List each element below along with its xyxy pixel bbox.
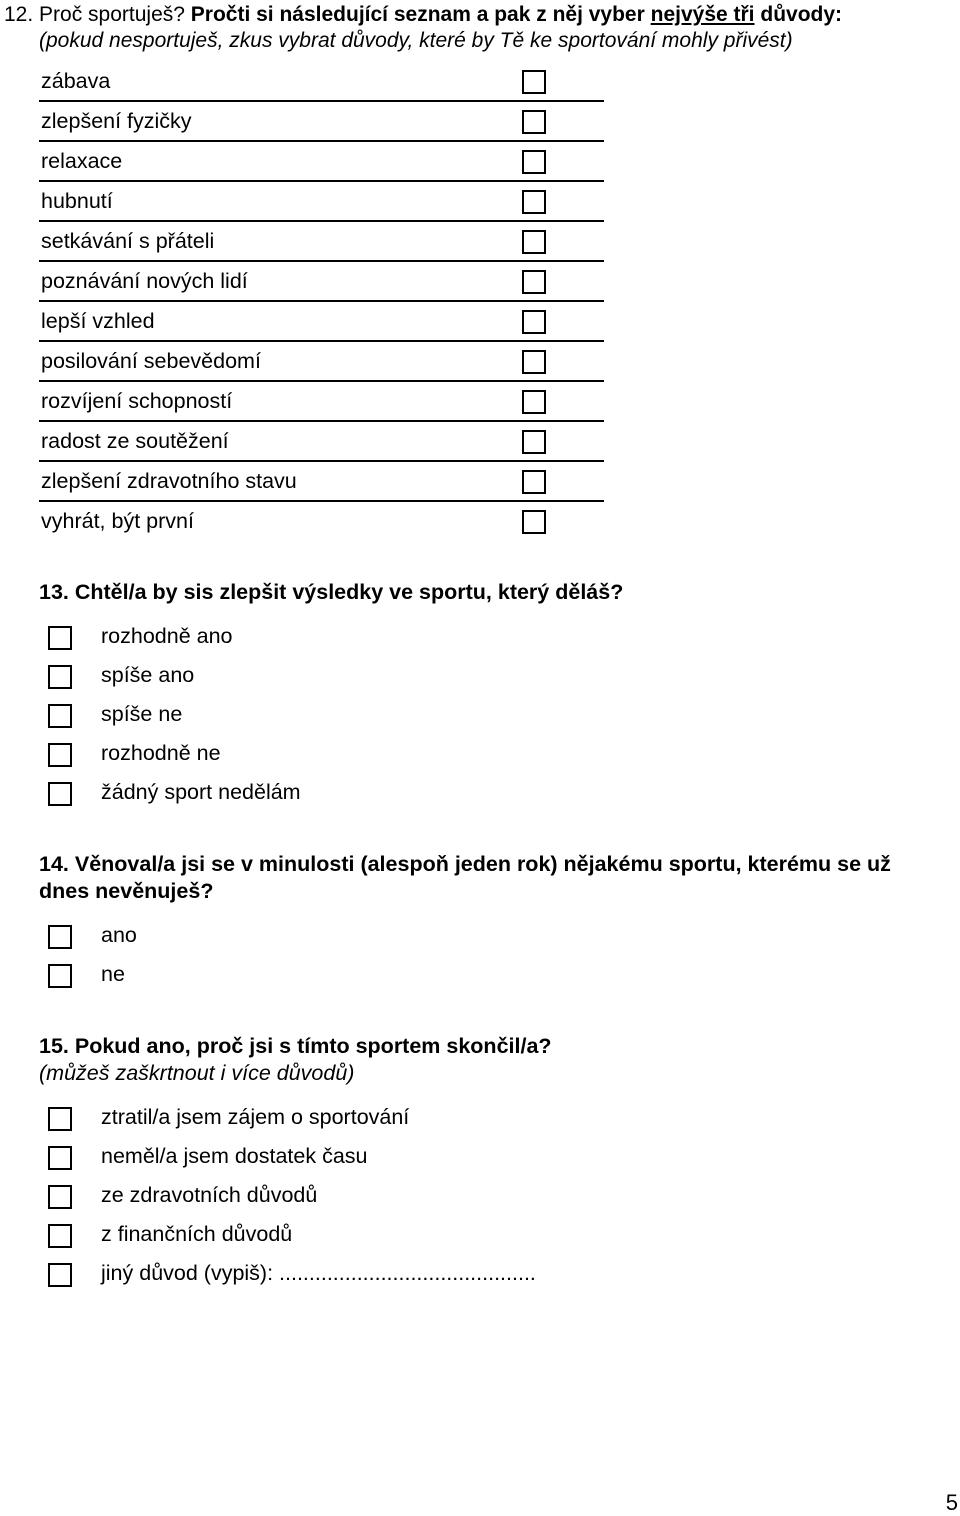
q13-checkbox[interactable] bbox=[48, 743, 72, 767]
q12-option-label: poznávání nových lidí bbox=[41, 269, 248, 293]
q12-option-row bbox=[39, 262, 604, 302]
q15-option-label: jiný důvod (vypiš): ........................................... bbox=[101, 1261, 536, 1285]
question-12-title bbox=[4, 2, 842, 27]
q12-checkbox[interactable] bbox=[522, 470, 546, 494]
question-12-instruction-a: Pročti si následující seznam a pak z něj vyber bbox=[190, 3, 651, 26]
page-number: 5 bbox=[945, 1490, 958, 1515]
q13-option-label: žádný sport nedělám bbox=[101, 780, 301, 804]
q12-checkbox[interactable] bbox=[522, 310, 546, 334]
q12-option-label: rozvíjení schopností bbox=[41, 389, 233, 413]
q12-option-row bbox=[39, 222, 604, 262]
q14-checkbox[interactable] bbox=[48, 964, 72, 988]
question-14-title: 14. Věnoval/a jsi se v minulosti (alespoň jeden rok) nějakému sportu, kterému se už dnes nevěnuješ? bbox=[39, 852, 891, 903]
q13-checkbox[interactable] bbox=[48, 626, 72, 650]
q12-checkbox[interactable] bbox=[522, 510, 546, 534]
q14-checkbox[interactable] bbox=[48, 925, 72, 949]
q12-checkbox[interactable] bbox=[522, 350, 546, 374]
question-15-note: (můžeš zaškrtnout i více důvodů) bbox=[39, 1061, 355, 1085]
question-13-title: 13. Chtěl/a by sis zlepšit výsledky ve sportu, který děláš? bbox=[39, 580, 624, 604]
q13-option-label: rozhodně ano bbox=[101, 624, 233, 648]
q12-checkbox[interactable] bbox=[522, 230, 546, 254]
q12-option-label: zlepšení zdravotního stavu bbox=[41, 469, 297, 493]
q13-checkbox[interactable] bbox=[48, 782, 72, 806]
q12-option-label: radost ze soutěžení bbox=[41, 429, 229, 453]
q12-option-row bbox=[39, 502, 604, 542]
q15-option-label: ze zdravotních důvodů bbox=[101, 1183, 318, 1207]
q15-option-label: ztratil/a jsem zájem o sportování bbox=[101, 1105, 410, 1129]
q12-checkbox[interactable] bbox=[522, 110, 546, 134]
q12-option-row bbox=[39, 382, 604, 422]
q12-option-label: vyhrát, být první bbox=[41, 509, 194, 533]
q15-option-label: neměl/a jsem dostatek času bbox=[101, 1144, 368, 1168]
q15-checkbox[interactable] bbox=[48, 1224, 72, 1248]
question-12-instruction bbox=[191, 3, 842, 26]
q13-option-label: spíše ano bbox=[101, 663, 195, 687]
q15-checkbox[interactable] bbox=[48, 1107, 72, 1131]
question-12-limit: nejvýše tři bbox=[650, 3, 755, 26]
q12-checkbox[interactable] bbox=[522, 70, 546, 94]
q12-option-row bbox=[39, 182, 604, 222]
q12-option-label: lepší vzhled bbox=[41, 309, 155, 333]
q13-checkbox[interactable] bbox=[48, 665, 72, 689]
q15-checkbox[interactable] bbox=[48, 1146, 72, 1170]
q15-option-label: z finančních důvodů bbox=[101, 1222, 293, 1246]
q12-option-row bbox=[39, 142, 604, 182]
question-12-subtitle: (pokud nesportuješ, zkus vybrat důvody, které by Tě ke sportování mohly přivést) bbox=[39, 29, 793, 52]
q12-option-label: hubnutí bbox=[41, 189, 113, 213]
q12-option-label: zlepšení fyzičky bbox=[41, 109, 192, 133]
q12-checkbox[interactable] bbox=[522, 390, 546, 414]
q14-option-label: ano bbox=[101, 923, 137, 947]
q12-option-row bbox=[39, 62, 604, 102]
q12-checkbox[interactable] bbox=[522, 430, 546, 454]
q12-option-row bbox=[39, 462, 604, 502]
question-12-options bbox=[39, 62, 604, 542]
q12-checkbox[interactable] bbox=[522, 190, 546, 214]
q12-checkbox[interactable] bbox=[522, 150, 546, 174]
q12-option-label: zábava bbox=[41, 69, 111, 93]
question-12-instruction-b: důvody: bbox=[754, 3, 843, 26]
q14-option-label: ne bbox=[101, 962, 125, 986]
q12-option-row bbox=[39, 302, 604, 342]
q13-option-label: rozhodně ne bbox=[101, 741, 221, 765]
q15-checkbox[interactable] bbox=[48, 1263, 72, 1287]
q13-checkbox[interactable] bbox=[48, 704, 72, 728]
q15-checkbox[interactable] bbox=[48, 1185, 72, 1209]
question-15-title: 15. Pokud ano, proč jsi s tímto sportem skončil/a? bbox=[39, 1034, 552, 1058]
q12-checkbox[interactable] bbox=[522, 270, 546, 294]
q12-option-label: relaxace bbox=[41, 149, 123, 173]
q12-option-label: setkávání s přáteli bbox=[41, 229, 215, 253]
q12-option-row bbox=[39, 422, 604, 462]
question-12-title-prefix: 12. Proč sportuješ? bbox=[4, 3, 191, 26]
q13-option-label: spíše ne bbox=[101, 702, 183, 726]
q12-option-row bbox=[39, 102, 604, 142]
q12-option-row bbox=[39, 342, 604, 382]
q12-option-label: posilování sebevědomí bbox=[41, 349, 261, 373]
